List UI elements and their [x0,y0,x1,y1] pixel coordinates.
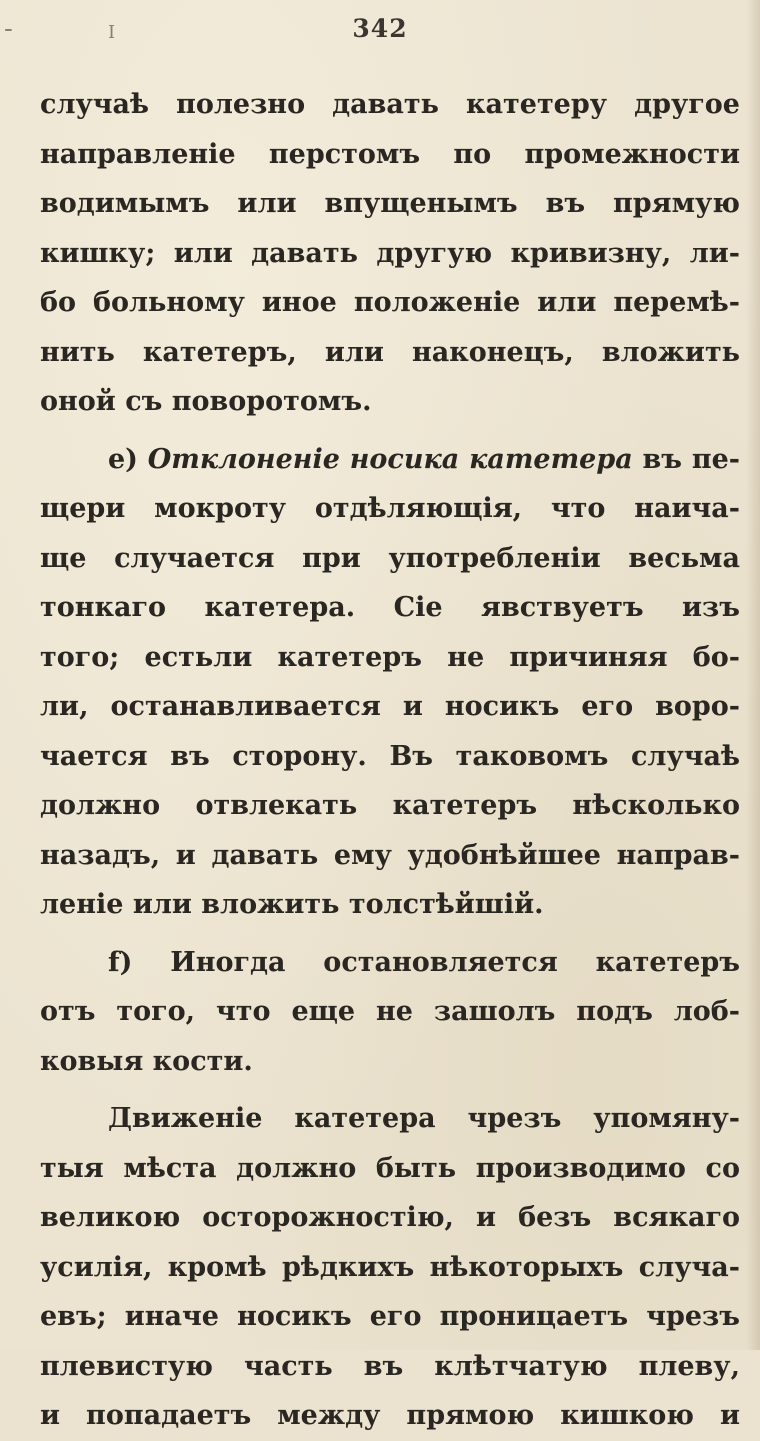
text-line: ще случается при употребленіи весьма [40,542,740,574]
margin-mark: - [4,14,13,44]
text-line: Движеніе катетера чрезъ упомяну- [108,1103,740,1134]
text-fragment: въ пе- [642,443,740,475]
text-line: назадъ, и давать ему удобнѣйшее направ- [40,839,740,871]
text-line: оной съ поворотомъ. [40,386,372,417]
text-line: ковыя кости. [40,1045,253,1077]
text-line: кишку; или давать другую кривизну, ли- [40,237,740,269]
text-line-item-f: f) Иногда остановляется катетеръ [108,946,740,978]
text-line: усилія, кромѣ рѣдкихъ нѣкоторыхъ случа- [40,1251,740,1283]
item-heading: Отклоненіе носика катетера [147,443,633,475]
text-line: случаѣ полезно давать катетеру другое [40,89,740,120]
text-line: направленіе перстомъ по промежности [40,138,740,170]
text-line: должно отвлекать катетеръ нѣсколько [40,790,740,821]
text-line: того; естьли катетеръ не причиняя бо- [40,641,740,673]
text-line: водимымъ или впущенымъ въ прямую [40,188,740,219]
text-line: и попадаетъ между прямою кишкою и [40,1400,740,1431]
text-line: отъ того, что еще не зашолъ подъ лоб- [40,996,740,1027]
page-edge-shadow [746,0,760,1350]
text-line: чается въ сторону. Въ таковомъ случаѣ [40,740,740,772]
text-line: тонкаго катетера. Сіе явствуетъ изъ [40,592,740,623]
text-line: тыя мѣста должно быть производимо со [40,1152,740,1184]
text-line: ли, останавливается и носикъ его воро- [40,691,740,722]
page-number: 342 [352,14,408,43]
text-line-item-e [40,435,740,485]
text-line: великою осторожностію, и безъ всякаго [40,1202,740,1233]
margin-mark-2: I [108,22,116,43]
text-line: леніе или вложить толстѣйшій. [40,889,544,920]
text-line: евъ; иначе носикъ его проницаетъ чрезъ [40,1301,740,1332]
body-text [40,80,740,1441]
text-line: бо больному иное положеніе или перемѣ- [40,287,740,318]
text-line: нить катетеръ, или наконецъ, вложить [40,336,740,368]
text-line: щери мокроту отдѣляющія, что наича- [40,493,740,524]
item-marker: e) [108,443,138,475]
text-line: плевистую часть въ клѣтчатую плеву, [40,1350,740,1382]
